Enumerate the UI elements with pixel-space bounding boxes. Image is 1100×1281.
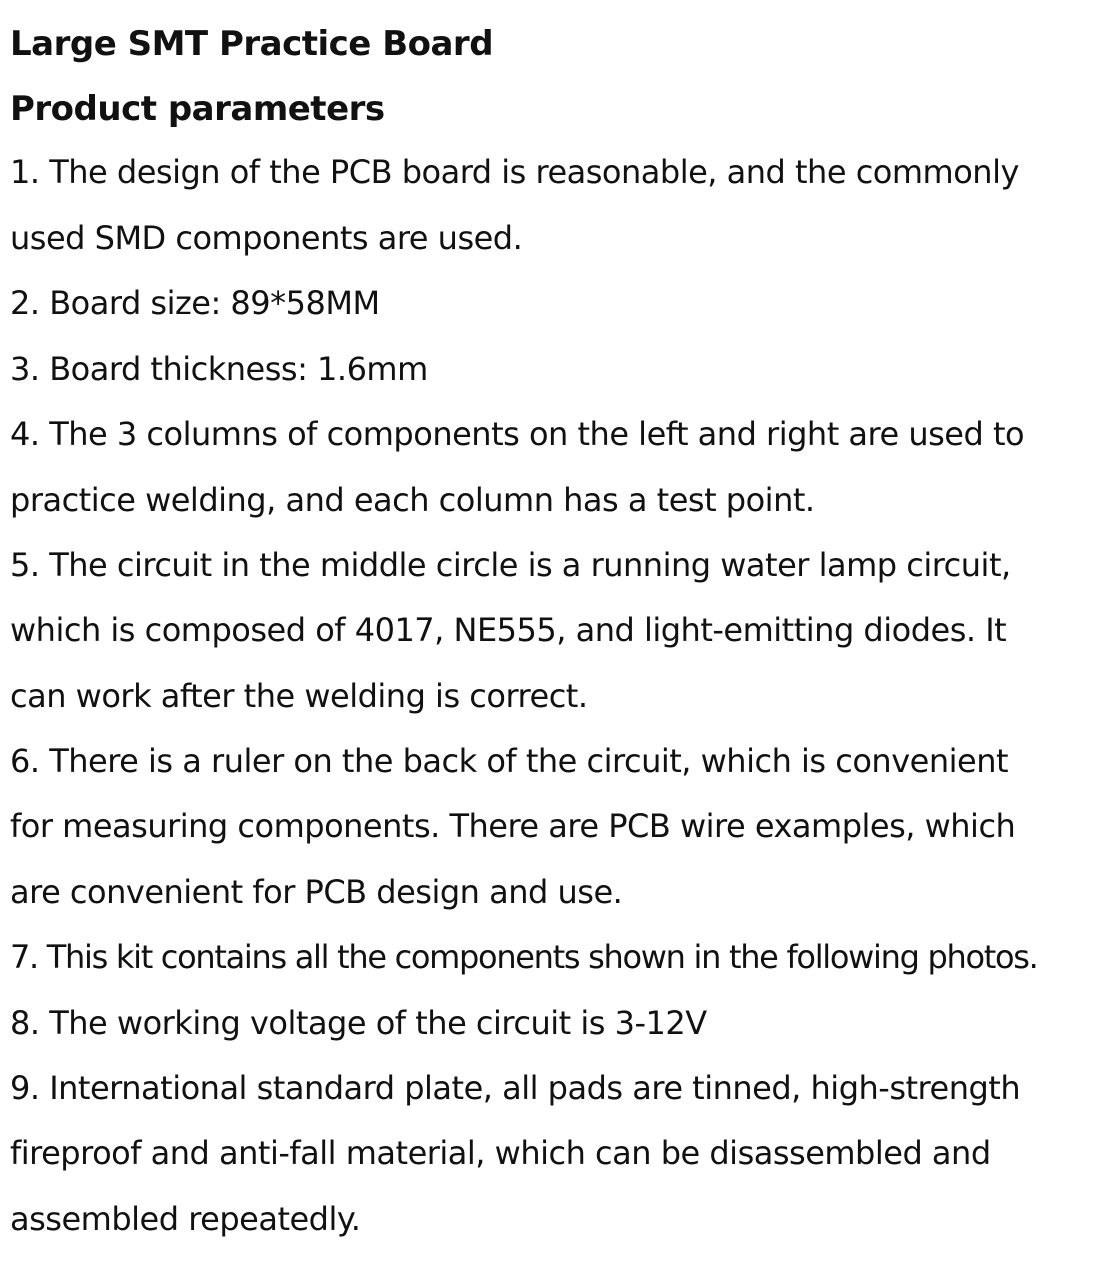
param-4-line-1: 4. The 3 columns of components on the left and right are used to	[10, 415, 1025, 453]
param-9-line-3: assembled repeatedly.	[10, 1200, 361, 1238]
param-5-line-2: which is composed of 4017, NE555, and light-emitting diodes. It	[10, 611, 1007, 649]
param-5-line-1: 5. The circuit in the middle circle is a running water lamp circuit,	[10, 546, 1011, 584]
param-3-line-1: 3. Board thickness: 1.6mm	[10, 350, 428, 388]
param-5-line-3: can work after the welding is correct.	[10, 677, 588, 715]
param-9-line-2: fireproof and anti-fall material, which can be disassembled and	[10, 1134, 991, 1172]
param-1-line-2: used SMD components are used.	[10, 219, 523, 257]
param-6-line-2: for measuring components. There are PCB wire examples, which	[10, 807, 1016, 845]
param-7-line-1: 7. This kit contains all the components shown in the following photos.	[10, 938, 1038, 976]
param-2-line-1: 2. Board size: 89*58MM	[10, 284, 380, 322]
param-8-line-1: 8. The working voltage of the circuit is 3-12V	[10, 1004, 707, 1042]
param-6-line-1: 6. There is a ruler on the back of the circuit, which is convenient	[10, 742, 1009, 780]
param-4-line-2: practice welding, and each column has a test point.	[10, 481, 815, 519]
page-title: Large SMT Practice Board	[10, 24, 494, 64]
param-6-line-3: are convenient for PCB design and use.	[10, 873, 623, 911]
section-heading: Product parameters	[10, 89, 385, 129]
param-9-line-1: 9. International standard plate, all pads are tinned, high-strength	[10, 1069, 1021, 1107]
param-1-line-1: 1. The design of the PCB board is reasonable, and the commonly	[10, 153, 1019, 191]
